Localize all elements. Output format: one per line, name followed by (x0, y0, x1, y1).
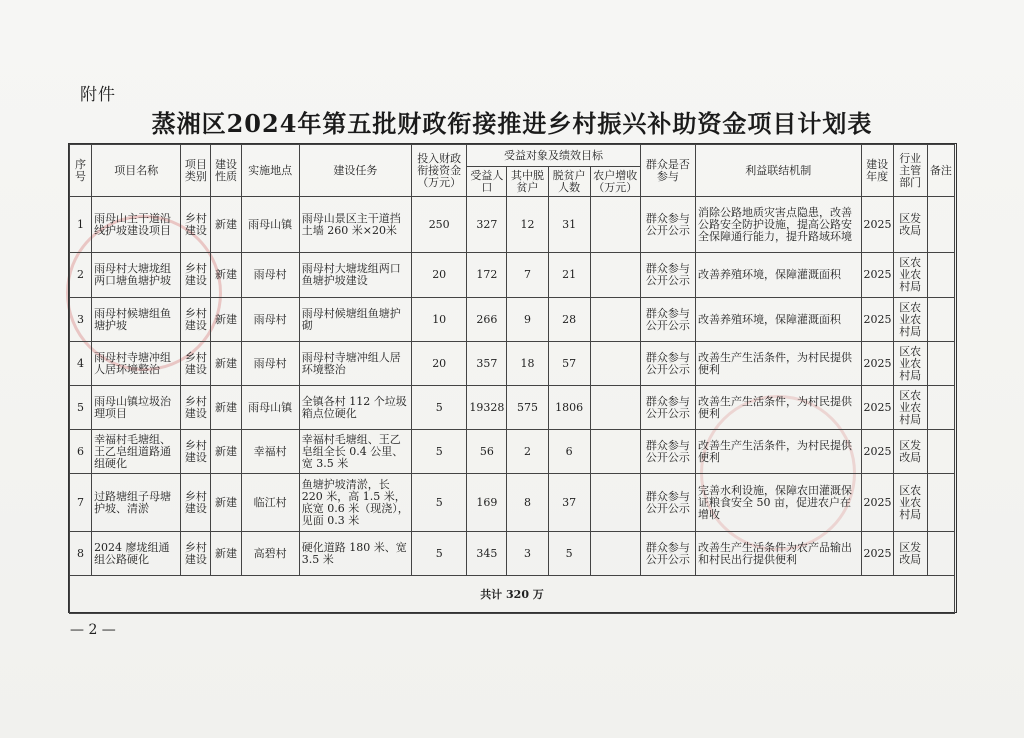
table-row (70, 253, 955, 298)
cell-dept: 区农业农村局 (893, 298, 927, 342)
header-beneficiary-group: 受益对象及绩效目标 (467, 145, 641, 167)
cell-pop: 172 (467, 253, 507, 298)
cell-mechanism: 改善养殖环境，保障灌溉面积 (696, 298, 862, 342)
cell-dept: 区发改局 (893, 430, 927, 474)
cell-location: 雨母村 (241, 253, 299, 298)
cell-year: 2025 (861, 253, 893, 298)
cell-category: 乡村建设 (181, 298, 211, 342)
cell-pop: 327 (467, 197, 507, 253)
cell-dept: 区发改局 (893, 197, 927, 253)
cell-participation: 群众参与公开公示 (640, 474, 695, 532)
cell-income (590, 298, 640, 342)
cell-poor-count: 5 (548, 532, 590, 576)
cell-nature: 新建 (211, 474, 241, 532)
header-nature: 建设性质 (211, 145, 241, 197)
header-seq: 序号 (70, 145, 92, 197)
cell-year: 2025 (861, 430, 893, 474)
cell-income (590, 342, 640, 386)
cell-income (590, 386, 640, 430)
cell-nature: 新建 (211, 430, 241, 474)
cell-mechanism: 改善生产生活条件为农产品输出和村民出行提供便利 (696, 532, 862, 576)
cell-pop: 56 (467, 430, 507, 474)
cell-remark (927, 197, 954, 253)
header-mechanism: 利益联结机制 (696, 145, 862, 197)
cell-seq: 6 (70, 430, 92, 474)
cell-year: 2025 (861, 474, 893, 532)
cell-nature: 新建 (211, 253, 241, 298)
total-row: 共计 320 万 (70, 576, 955, 614)
header-funds: 投入财政衔接资金（万元） (412, 145, 467, 197)
cell-poor-count: 31 (548, 197, 590, 253)
cell-poor: 18 (507, 342, 548, 386)
cell-poor-count: 57 (548, 342, 590, 386)
cell-seq: 5 (70, 386, 92, 430)
cell-funds: 20 (412, 253, 467, 298)
header-income: 农户增收（万元） (590, 167, 640, 197)
cell-participation: 群众参与公开公示 (640, 253, 695, 298)
cell-poor: 8 (507, 474, 548, 532)
cell-seq: 7 (70, 474, 92, 532)
cell-income (590, 532, 640, 576)
cell-remark (927, 474, 954, 532)
cell-poor-count: 21 (548, 253, 590, 298)
header-name: 项目名称 (92, 145, 181, 197)
cell-mechanism: 改善生产生活条件，为村民提供便利 (696, 386, 862, 430)
cell-task: 雨母村寺塘冲组人居环境整治 (299, 342, 411, 386)
cell-funds: 20 (412, 342, 467, 386)
cell-mechanism: 改善生产生活条件，为村民提供便利 (696, 342, 862, 386)
cell-name: 过路塘组子母塘护坡、清淤 (92, 474, 181, 532)
cell-name: 雨母山主干道沿线护坡建设项目 (92, 197, 181, 253)
cell-category: 乡村建设 (181, 253, 211, 298)
cell-year: 2025 (861, 532, 893, 576)
cell-remark (927, 342, 954, 386)
cell-task: 雨母村大塘垅组两口鱼塘护坡建设 (299, 253, 411, 298)
header-location: 实施地点 (241, 145, 299, 197)
cell-funds: 5 (412, 430, 467, 474)
header-category: 项目类别 (181, 145, 211, 197)
plan-table-frame (68, 143, 957, 613)
cell-seq: 4 (70, 342, 92, 386)
cell-name: 幸福村毛塘组、王乙皂组道路通组硬化 (92, 430, 181, 474)
cell-nature: 新建 (211, 532, 241, 576)
cell-remark (927, 386, 954, 430)
cell-seq: 2 (70, 253, 92, 298)
table-row (70, 474, 955, 532)
page-number: — 2 — (70, 622, 116, 638)
cell-year: 2025 (861, 298, 893, 342)
table-row (70, 386, 955, 430)
cell-funds: 5 (412, 386, 467, 430)
cell-pop: 345 (467, 532, 507, 576)
cell-mechanism: 消除公路地质灾害点隐患，改善公路安全防护设施，提高公路安全保障通行能力，提升路域环境 (696, 197, 862, 253)
cell-poor: 9 (507, 298, 548, 342)
header-pop: 受益人口 (467, 167, 507, 197)
cell-participation: 群众参与公开公示 (640, 342, 695, 386)
cell-poor-count: 37 (548, 474, 590, 532)
cell-poor: 575 (507, 386, 548, 430)
cell-task: 鱼塘护坡清淤，长 220 米，高 1.5 米，底宽 0.6 米（现浇），见面 0.3 米 (299, 474, 411, 532)
document-title: 蒸湘区2024年第五批财政衔接推进乡村振兴补助资金项目计划表 (151, 109, 873, 138)
cell-dept: 区农业农村局 (893, 474, 927, 532)
cell-seq: 3 (70, 298, 92, 342)
cell-pop: 169 (467, 474, 507, 532)
cell-participation: 群众参与公开公示 (640, 298, 695, 342)
cell-nature: 新建 (211, 386, 241, 430)
cell-pop: 266 (467, 298, 507, 342)
cell-mechanism: 改善养殖环境，保障灌溉面积 (696, 253, 862, 298)
cell-participation: 群众参与公开公示 (640, 197, 695, 253)
cell-category: 乡村建设 (181, 532, 211, 576)
cell-category: 乡村建设 (181, 342, 211, 386)
cell-task: 幸福村毛塘组、王乙皂组全长 0.4 公里、宽 3.5 米 (299, 430, 411, 474)
header-participation: 群众是否参与 (640, 145, 695, 197)
cell-category: 乡村建设 (181, 386, 211, 430)
cell-participation: 群众参与公开公示 (640, 532, 695, 576)
table-row (70, 532, 955, 576)
cell-funds: 5 (412, 474, 467, 532)
header-remark: 备注 (927, 145, 954, 197)
table-row (70, 197, 955, 253)
cell-location: 高碧村 (241, 532, 299, 576)
header-dept: 行业主管部门 (893, 145, 927, 197)
table-row (70, 342, 955, 386)
cell-name: 雨母村候塘组鱼塘护坡 (92, 298, 181, 342)
cell-pop: 19328 (467, 386, 507, 430)
cell-poor: 7 (507, 253, 548, 298)
cell-poor: 12 (507, 197, 548, 253)
cell-mechanism: 改善生产生活条件，为村民提供便利 (696, 430, 862, 474)
cell-year: 2025 (861, 197, 893, 253)
cell-nature: 新建 (211, 197, 241, 253)
cell-dept: 区发改局 (893, 532, 927, 576)
cell-dept: 区农业农村局 (893, 342, 927, 386)
cell-remark (927, 298, 954, 342)
cell-remark (927, 532, 954, 576)
cell-income (590, 197, 640, 253)
cell-poor-count: 6 (548, 430, 590, 474)
attachment-label: 附件 (80, 85, 116, 105)
project-plan-table (69, 144, 955, 614)
cell-year: 2025 (861, 386, 893, 430)
table-row (70, 298, 955, 342)
cell-funds: 10 (412, 298, 467, 342)
cell-income (590, 474, 640, 532)
cell-task: 雨母山景区主干道挡土墙 260 米×20米 (299, 197, 411, 253)
cell-remark (927, 253, 954, 298)
cell-nature: 新建 (211, 342, 241, 386)
cell-task: 硬化道路 180 米、宽 3.5 米 (299, 532, 411, 576)
header-poor: 其中脱贫户 (507, 167, 548, 197)
cell-category: 乡村建设 (181, 430, 211, 474)
table-body (70, 197, 955, 576)
cell-dept: 区农业农村局 (893, 386, 927, 430)
cell-dept: 区农业农村局 (893, 253, 927, 298)
cell-task: 全镇各村 112 个垃圾箱点位硬化 (299, 386, 411, 430)
cell-location: 雨母山镇 (241, 386, 299, 430)
cell-location: 雨母村 (241, 298, 299, 342)
cell-category: 乡村建设 (181, 197, 211, 253)
cell-mechanism: 完善水利设施，保障农田灌溉保证粮食安全 50 亩，促进农户在增收 (696, 474, 862, 532)
cell-category: 乡村建设 (181, 474, 211, 532)
cell-income (590, 430, 640, 474)
cell-poor: 2 (507, 430, 548, 474)
cell-name: 雨母山镇垃圾治理项目 (92, 386, 181, 430)
cell-location: 雨母村 (241, 342, 299, 386)
cell-location: 雨母山镇 (241, 197, 299, 253)
cell-name: 雨母村寺塘冲组人居环境整治 (92, 342, 181, 386)
header-task: 建设任务 (299, 145, 411, 197)
table-row (70, 430, 955, 474)
cell-year: 2025 (861, 342, 893, 386)
cell-participation: 群众参与公开公示 (640, 430, 695, 474)
cell-remark (927, 430, 954, 474)
cell-name: 2024 廖垅组通组公路硬化 (92, 532, 181, 576)
cell-income (590, 253, 640, 298)
header-poor-count: 脱贫户人数 (548, 167, 590, 197)
cell-poor-count: 28 (548, 298, 590, 342)
cell-poor: 3 (507, 532, 548, 576)
cell-funds: 250 (412, 197, 467, 253)
cell-location: 临江村 (241, 474, 299, 532)
cell-poor-count: 1806 (548, 386, 590, 430)
cell-location: 幸福村 (241, 430, 299, 474)
cell-funds: 5 (412, 532, 467, 576)
cell-seq: 8 (70, 532, 92, 576)
cell-participation: 群众参与公开公示 (640, 386, 695, 430)
cell-name: 雨母村大塘垅组两口塘鱼塘护坡 (92, 253, 181, 298)
cell-seq: 1 (70, 197, 92, 253)
cell-nature: 新建 (211, 298, 241, 342)
header-year: 建设年度 (861, 145, 893, 197)
cell-pop: 357 (467, 342, 507, 386)
cell-task: 雨母村候塘组鱼塘护砌 (299, 298, 411, 342)
